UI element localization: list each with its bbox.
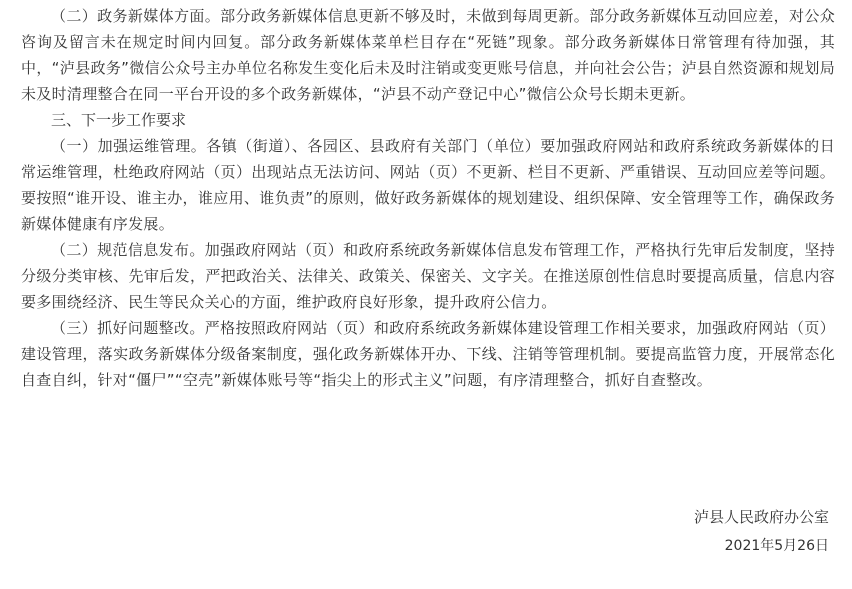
section-heading-next-steps: 三、下一步工作要求	[51, 111, 187, 129]
paragraph-information-publishing: （二）规范信息发布。加强政府网站（页）和政府系统政务新媒体信息发布管理工作，严格执行先审后发制度，坚持分级分类审核、先审后发，严把政治关、法律关、政策关、保密关、文字关。在推送原创性信息时要提高质量，信息内容要多围绕经济、民生等民众关心的方面，维护政府良好形象，提升政府公信力。	[21, 241, 835, 311]
paragraph-new-media-issues: （二）政务新媒体方面。部分政务新媒体信息更新不够及时，未做到每周更新。部分政务新媒体互动回应差，对公众咨询及留言未在规定时间内回复。部分政务新媒体菜单栏目存在“死链”现象。部分政务新媒体日常管理有待加强，其中，“泸县政务”微信公众号主办单位名称发生变化后未及时注销或变更账号信息，并向社会公告；泸县自然资源和规划局未及时清理整合在同一平台开设的多个政务新媒体，“泸县不动产登记中心”微信公众号长期未更新。	[21, 7, 835, 103]
document-body	[21, 0, 835, 393]
paragraph-problem-rectification: （三）抓好问题整改。严格按照政府网站（页）和政府系统政务新媒体建设管理工作相关要求，加强政府网站（页）建设管理，落实政务新媒体分级备案制度，强化政务新媒体开办、下线、注销等管理机制。要提高监管力度，开展常态化自查自纠，针对“僵尸”“空壳”新媒体账号等“指尖上的形式主义”问题，有序清理整合，抓好自查整改。	[21, 319, 835, 389]
signature-date: 2021年5月26日	[724, 538, 829, 554]
paragraph-operations-management: （一）加强运维管理。各镇（街道）、各园区、县政府有关部门（单位）要加强政府网站和政府系统政务新媒体的日常运维管理，杜绝政府网站（页）出现站点无法访问、网站（页）不更新、栏目不更新、严重错误、互动回应差等问题。要按照“谁开设、谁主办，谁应用、谁负责”的原则，做好政务新媒体的规划建设、组织保障、安全管理等工作，确保政务新媒体健康有序发展。	[21, 137, 835, 233]
signature-organization: 泸县人民政府办公室	[693, 508, 829, 526]
